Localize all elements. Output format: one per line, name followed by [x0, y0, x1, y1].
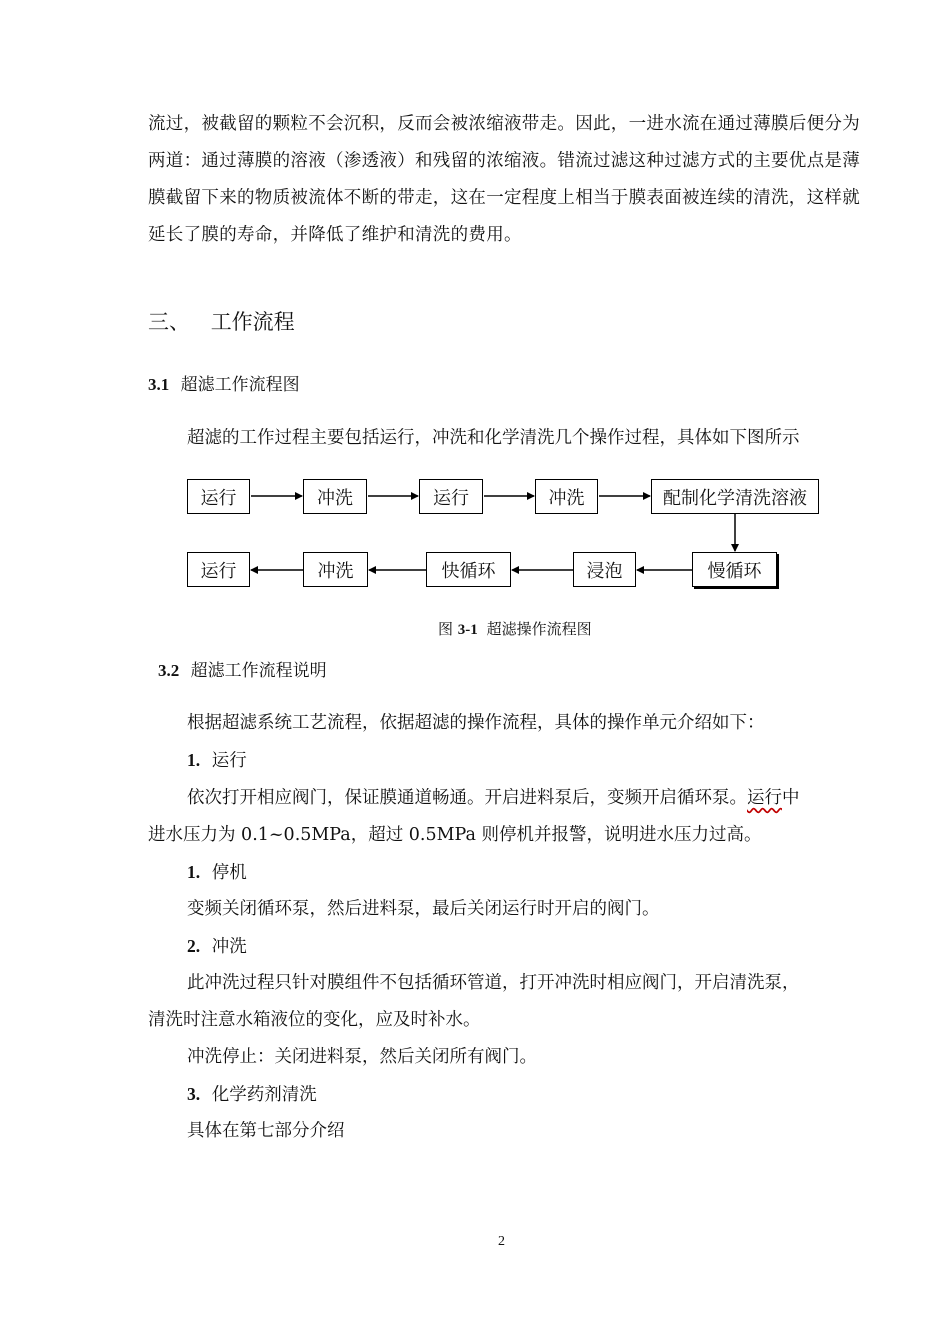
flow-box-flush-3: 冲洗 [303, 552, 368, 587]
item-title: 运行 [211, 751, 247, 771]
item-number: 1. [187, 750, 201, 770]
chapter-number: 三、 [148, 310, 190, 334]
item-chem-text: 具体在第七部分介绍 [187, 1121, 345, 1141]
item-run-text-underlined: 运行 [747, 788, 782, 808]
flow-box-soak: 浸泡 [573, 552, 636, 587]
flow-box-slow-cycle: 慢循环 [692, 552, 777, 587]
section-title: 超滤工作流程图 [180, 375, 300, 395]
item-run-text-a: 依次打开相应阀门，保证膜通道畅通。开启进料泵后，变频开启循环泵。 [187, 788, 747, 808]
page-number: 2 [498, 1234, 505, 1249]
intro-paragraph: 流过，被截留的颗粒不会沉积，反而会被浓缩液带走。因此，一进水流在通过薄膜后便分为两道：通过薄膜的溶液（渗透液）和残留的浓缩液。错流过滤这种过滤方式的主要优点是薄膜截留下来的物质被流体不断的带走，这在一定程度上相当于膜表面被连续的清洗，这样就延长了膜的寿命，并降低了维护和清洗的费用。 [148, 114, 860, 245]
item-run-text-line1 [187, 786, 800, 810]
item-flush-heading [187, 934, 247, 959]
flow-box-prepare-chemical: 配制化学清洗溶液 [651, 479, 819, 514]
section-title: 超滤工作流程说明 [190, 661, 327, 681]
item-number: 2. [187, 936, 201, 956]
item-run-text-b: 中 [782, 788, 800, 808]
section-3-2-heading [158, 659, 327, 683]
caption-prefix: 图 [438, 620, 454, 638]
item-number: 1. [187, 862, 201, 882]
flow-box-fast-cycle: 快循环 [426, 552, 511, 587]
item-flush-stop-text: 冲洗停止：关闭进料泵，然后关闭所有阀门。 [187, 1047, 537, 1067]
caption-title: 超滤操作流程图 [486, 620, 592, 638]
item-flush-text-line2: 清洗时注意水箱液位的变化，应及时补水。 [148, 1010, 481, 1030]
item-stop-text: 变频关闭循环泵，然后进料泵，最后关闭运行时开启的阀门。 [187, 899, 660, 919]
item-number: 3. [187, 1084, 201, 1104]
figure-caption [438, 619, 592, 640]
item-run-heading [187, 748, 247, 773]
item-stop-heading [187, 860, 247, 885]
item-flush-text-line1: 此冲洗过程只针对膜组件不包括循环管道，打开冲洗时相应阀门，开启清洗泵， [187, 973, 800, 993]
item-title: 冲洗 [211, 937, 247, 957]
flow-box-run-1: 运行 [187, 479, 250, 514]
flow-box-flush-2: 冲洗 [535, 479, 598, 514]
section-3-1-text: 超滤的工作过程主要包括运行，冲洗和化学清洗几个操作过程，具体如下图所示 [187, 428, 800, 448]
item-title: 停机 [211, 863, 247, 883]
flow-box-flush-1: 冲洗 [303, 479, 367, 514]
section-number: 3.2 [158, 661, 180, 680]
section-3-2-intro: 根据超滤系统工艺流程，依据超滤的操作流程，具体的操作单元介绍如下： [187, 713, 765, 733]
item-title: 化学药剂清洗 [211, 1085, 317, 1105]
chapter-title: 工作流程 [210, 310, 295, 334]
flow-box-run-2: 运行 [419, 479, 483, 514]
item-chem-heading [187, 1082, 317, 1107]
caption-number: 3-1 [457, 622, 478, 638]
flow-box-run-3: 运行 [187, 552, 250, 587]
section-number: 3.1 [148, 375, 170, 394]
item-run-text-line2: 进水压力为 0.1~0.5MPa，超过 0.5MPa 则停机并报警，说明进水压力过高。 [148, 825, 762, 845]
